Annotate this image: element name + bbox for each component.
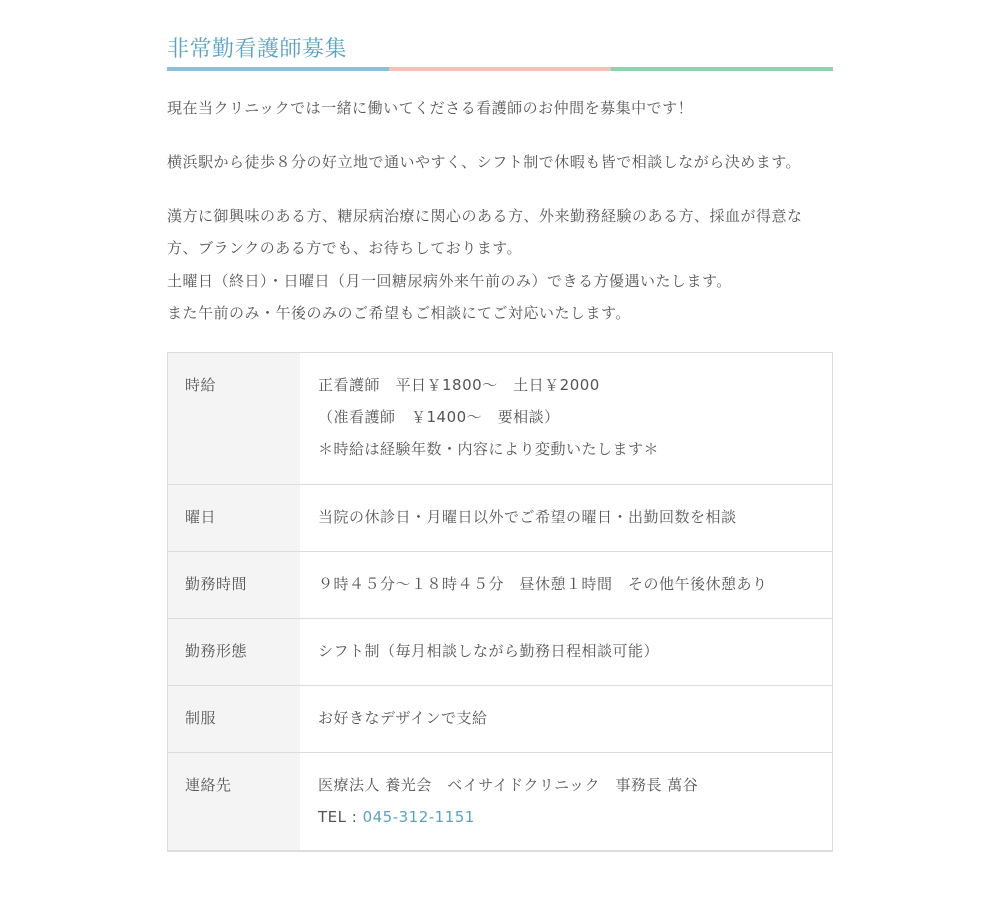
value-line: シフト制（毎月相談しながら勤務日程相談可能） <box>318 642 660 660</box>
underline-segment-blue <box>167 67 389 71</box>
row-value <box>300 353 832 484</box>
access-paragraph: 横浜駅から徒歩８分の好立地で通いやすく、シフト制で休暇も皆で相談しながら決めます。 <box>167 153 802 171</box>
row-label: 時給 <box>168 353 300 484</box>
table-row-wage <box>168 353 832 485</box>
table-row-work-style <box>168 619 832 686</box>
row-value <box>300 485 832 551</box>
row-label: 勤務形態 <box>168 619 300 685</box>
row-label: 制服 <box>168 686 300 752</box>
row-label: 曜日 <box>168 485 300 551</box>
row-value <box>300 753 832 850</box>
page-title: 非常勤看護師募集 <box>167 37 348 62</box>
value-line: ９時４５分～１８時４５分 昼休憩１時間 その他午後休憩あり <box>318 575 768 593</box>
value-line: ＊時給は経験年数・内容により変動いたします＊ <box>318 440 660 458</box>
row-value <box>300 686 832 752</box>
paragraph-line: 方、ブランクのある方でも、お待ちしております。 <box>167 239 523 257</box>
value-line: （准看護師 ￥1400～ 要相談） <box>318 408 560 426</box>
table-row-contact <box>168 753 832 850</box>
underline-segment-green <box>611 67 833 71</box>
value-line: 医療法人 養光会 ベイサイドクリニック 事務長 萬谷 <box>318 776 699 794</box>
row-label: 勤務時間 <box>168 552 300 618</box>
row-value <box>300 552 832 618</box>
tel-prefix: TEL : <box>318 808 363 826</box>
paragraph-line: 土曜日（終日）・日曜日（月一回糖尿病外来午前のみ）できる方優遇いたします。 <box>167 272 732 290</box>
preference-paragraph <box>167 265 847 329</box>
value-line: 正看護師 平日￥1800～ 土日￥2000 <box>318 376 600 394</box>
row-label: 連絡先 <box>168 753 300 850</box>
table-row-hours <box>168 552 832 619</box>
candidate-paragraph <box>167 200 847 264</box>
tel-line <box>318 801 832 833</box>
conditions-table <box>167 352 833 852</box>
heading-underline <box>167 67 833 71</box>
underline-segment-pink <box>389 67 611 71</box>
row-value <box>300 619 832 685</box>
table-row-days <box>168 485 832 552</box>
paragraph-line: 漢方に御興味のある方、糖尿病治療に関心のある方、外来勤務経験のある方、採血が得意な <box>167 207 803 225</box>
intro-paragraph: 現在当クリニックでは一緒に働いてくださる看護師のお仲間を募集中です！ <box>167 99 694 117</box>
value-line: お好きなデザインで支給 <box>318 709 488 727</box>
value-line: 当院の休診日・月曜日以外でご希望の曜日・出勤回数を相談 <box>318 508 737 526</box>
phone-link[interactable]: 045-312-1151 <box>362 808 475 826</box>
paragraph-line: また午前のみ・午後のみのご希望もご相談にてご対応いたします。 <box>167 304 631 322</box>
table-row-uniform <box>168 686 832 753</box>
